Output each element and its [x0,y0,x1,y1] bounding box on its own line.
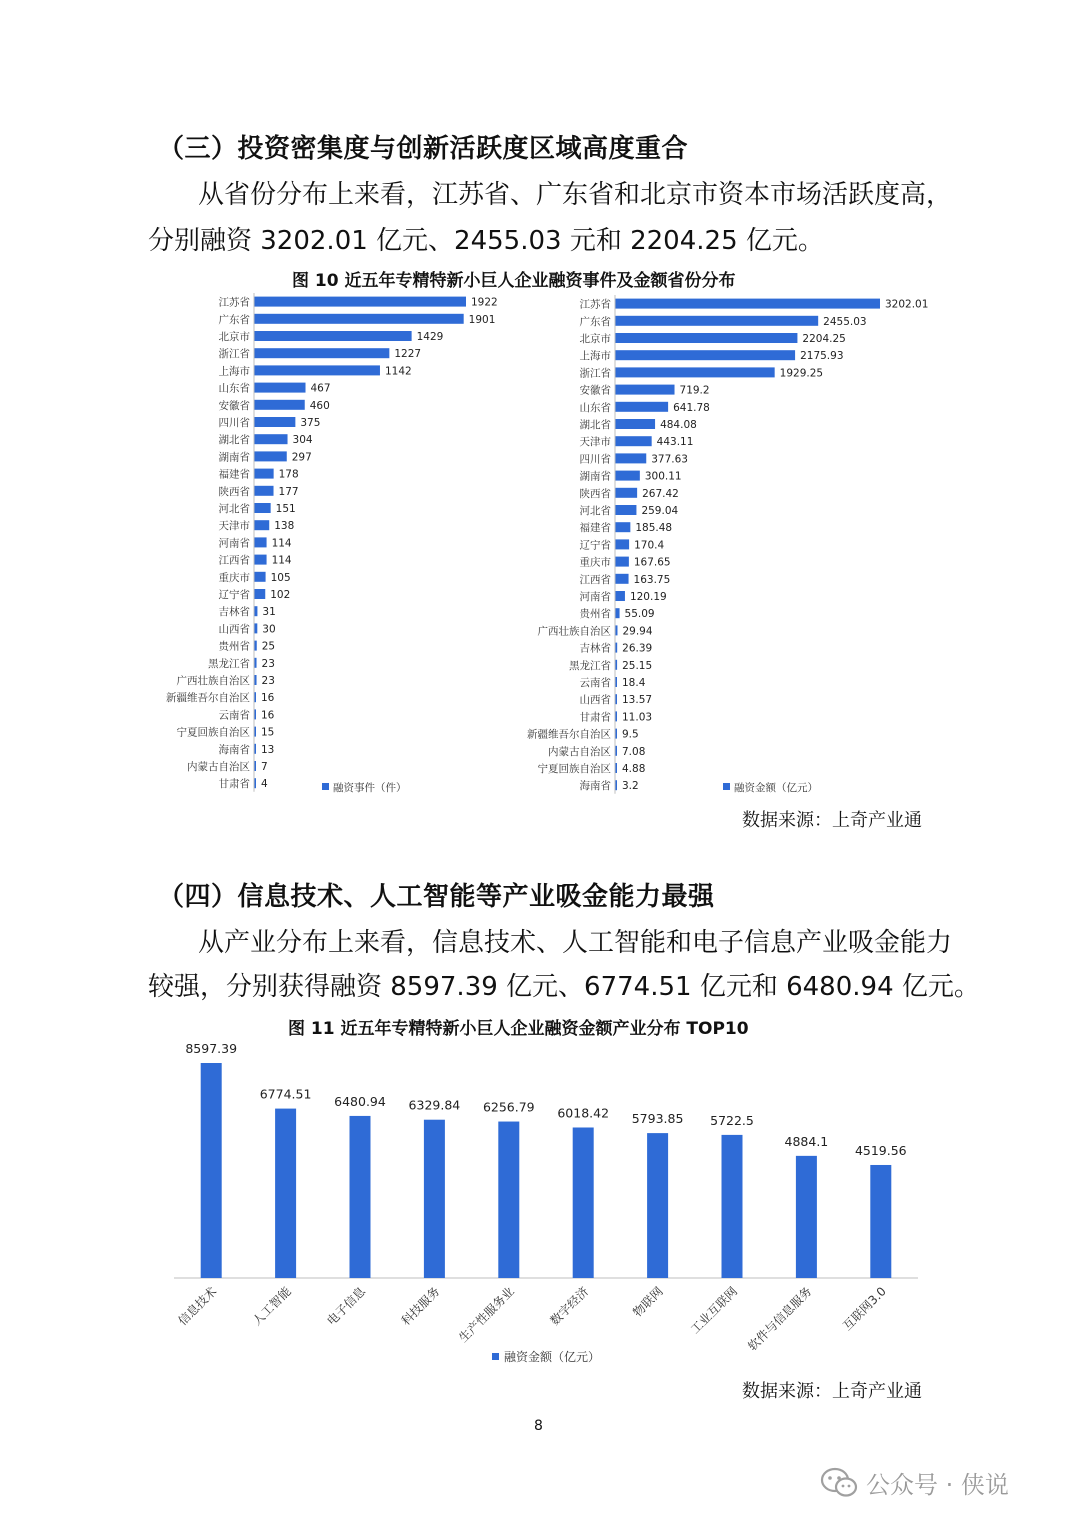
category-label: 云南省 [218,709,250,722]
page-number: 8 [534,1418,543,1434]
bar [254,555,267,565]
bar [254,486,274,496]
value-label: 5793.85 [631,1111,684,1127]
category-label: 天津市 [218,520,250,533]
category-label: 电子信息 [324,1284,369,1329]
bar [254,520,269,530]
category-label: 贵州省 [218,640,250,653]
category-label: 浙江省 [218,348,250,361]
legend-swatch [492,1353,499,1360]
bar [498,1122,519,1278]
category-label: 上海市 [579,350,611,363]
value-label: 2204.25 [802,333,846,345]
bar [254,451,287,461]
category-label: 河北省 [579,505,611,517]
chart-industry-distribution [150,1034,940,1374]
category-label: 江西省 [579,573,611,586]
bar [254,589,265,599]
value-label: 26.39 [622,642,653,655]
value-label: 11.03 [622,711,653,724]
value-label: 138 [274,520,295,533]
value-label: 3.2 [622,780,639,793]
value-label: 25 [261,640,276,653]
bar [254,606,257,616]
category-label: 甘肃省 [579,711,611,724]
bar [254,537,267,547]
value-label: 18.4 [622,677,646,689]
legend-swatch [723,783,730,790]
wechat-icon [820,1467,858,1499]
category-label: 广西壮族自治区 [176,675,250,687]
bar [615,453,646,463]
value-label: 1929.25 [779,367,824,380]
value-label: 1922 [471,296,498,309]
value-label: 7 [261,761,268,773]
bar [870,1165,891,1278]
category-label: 广东省 [579,315,611,328]
bar [615,299,880,309]
category-label: 湖南省 [218,451,250,464]
value-label: 177 [278,485,299,498]
category-label: 广东省 [218,313,250,326]
bar [615,316,818,326]
bar [722,1135,743,1278]
category-label: 软件与信息服务 [745,1284,815,1354]
bar [615,350,795,360]
value-label: 2175.93 [800,350,844,363]
value-label: 1142 [384,365,412,378]
section-heading: （四）信息技术、人工智能等产业吸金能力最强 [158,882,715,912]
value-label: 375 [300,417,321,429]
bar [796,1156,817,1278]
bar [254,503,271,513]
value-label: 4884.1 [784,1133,829,1149]
value-label: 105 [270,571,291,584]
value-label: 178 [278,468,299,481]
bar [254,348,389,358]
value-label: 1901 [468,313,496,326]
category-label: 海南省 [218,743,250,756]
category-label: 山西省 [218,623,250,636]
value-label: 31 [262,606,276,619]
value-label: 6256.79 [482,1099,535,1115]
value-label: 23 [261,675,275,687]
paragraph-line: 从产业分布上来看，信息技术、人工智能和电子信息产业吸金能力 [198,928,953,958]
category-label: 江苏省 [218,296,250,309]
value-label: 6018.42 [557,1105,610,1121]
bar [254,572,266,582]
bar [254,297,466,307]
value-label: 1429 [416,331,444,343]
legend-label: 融资金额（亿元） [504,1350,601,1364]
category-label: 吉林省 [579,642,611,655]
category-label: 山东省 [218,382,250,395]
bar [615,505,636,515]
category-label: 科技服务 [398,1284,443,1329]
category-label: 陕西省 [218,485,250,498]
bar [647,1133,668,1278]
value-label: 9.5 [622,728,639,741]
category-label: 湖北省 [579,419,611,431]
value-label: 484.08 [660,419,697,431]
category-label: 四川省 [579,453,611,466]
value-label: 719.2 [679,384,710,397]
data-source: 数据来源：上奇产业通 [742,810,922,831]
category-label: 山东省 [579,401,611,414]
bar [615,591,625,601]
value-label: 6480.94 [334,1093,386,1109]
bar [615,471,640,481]
category-label: 吉林省 [218,606,250,619]
value-label: 2455.03 [823,315,867,328]
category-label: 湖北省 [218,434,250,447]
value-label: 3202.01 [885,298,929,311]
value-label: 5722.5 [710,1112,754,1128]
paragraph-line: 较强，分别获得融资 8597.39 亿元、6774.51 亿元和 6480.94 亿元。 [148,972,980,1002]
bar [615,402,668,412]
legend-swatch [322,783,329,790]
category-label: 四川省 [218,417,250,429]
category-label: 北京市 [579,333,611,345]
value-label: 6329.84 [408,1097,461,1113]
value-label: 13.57 [622,694,653,707]
category-label: 物联网 [630,1284,666,1320]
value-label: 23 [261,657,275,670]
value-label: 4519.56 [854,1142,907,1158]
value-label: 120.19 [629,591,667,603]
value-label: 29.94 [622,625,653,638]
paragraph-line: 从省份分布上来看，江苏省、广东省和北京市资本市场活跃度高， [198,180,953,210]
value-label: 377.63 [651,453,689,466]
bar [615,557,629,567]
category-label: 甘肃省 [218,778,250,791]
value-label: 170.4 [634,539,665,552]
category-label: 广西壮族自治区 [537,625,611,638]
value-label: 55.09 [624,608,655,621]
figure-title: 图 10 近五年专精特新小巨人企业融资事件及金额省份分布 [292,271,736,291]
value-label: 163.75 [633,573,671,586]
category-label: 湖南省 [579,470,611,483]
category-label: 内蒙古自治区 [548,745,611,758]
category-label: 宁夏回族自治区 [176,726,250,739]
bar [254,383,306,393]
category-label: 天津市 [579,436,611,449]
watermark-text: 公众号 · 侠说 [866,1471,1009,1499]
category-label: 人工智能 [249,1284,294,1329]
legend-label: 融资事件（件） [333,782,407,794]
category-label: 生产性服务业 [456,1284,517,1346]
value-label: 185.48 [635,522,673,535]
bar [201,1063,222,1278]
bar [615,419,655,429]
category-label: 黑龙江省 [208,657,250,670]
watermark [820,1465,1009,1500]
chart-financing-amount [510,292,940,802]
category-label: 贵州省 [579,608,611,621]
value-label: 297 [291,451,312,464]
bar [254,331,412,341]
bar [254,469,274,479]
value-label: 7.08 [622,745,646,758]
category-label: 河北省 [218,503,250,515]
value-label: 443.11 [656,436,694,449]
paragraph-line: 分别融资 3202.01 亿元、2455.03 元和 2204.25 亿元。 [148,226,824,256]
value-label: 267.42 [642,487,679,500]
value-label: 4.88 [622,763,646,775]
bar [254,434,288,444]
category-label: 山西省 [579,694,611,707]
category-label: 上海市 [218,365,250,378]
bar [615,574,629,584]
value-label: 259.04 [641,505,679,517]
value-label: 167.65 [633,556,671,569]
value-label: 8597.39 [185,1041,238,1056]
category-label: 安徽省 [579,384,611,397]
value-label: 300.11 [644,470,682,483]
bar [275,1109,296,1278]
category-label: 宁夏回族自治区 [537,763,611,775]
category-label: 河南省 [579,591,611,603]
value-label: 15 [261,726,275,739]
category-label: 云南省 [579,677,611,689]
category-label: 新疆维吾尔自治区 [527,728,611,741]
value-label: 460 [309,399,330,412]
category-label: 辽宁省 [579,539,611,552]
bar [615,522,630,532]
category-label: 重庆市 [218,571,250,584]
value-label: 114 [271,537,292,550]
category-label: 黑龙江省 [569,659,611,672]
bar [615,436,652,446]
bar [350,1116,371,1278]
category-label: 安徽省 [218,399,250,412]
bar [254,365,380,375]
bar [615,385,675,395]
section-heading: （三）投资密集度与创新活跃度区域高度重合 [158,134,689,164]
bar [615,367,775,377]
data-source: 数据来源：上奇产业通 [742,1381,922,1402]
category-label: 数字经济 [547,1284,592,1329]
value-label: 6774.51 [259,1086,312,1102]
category-label: 河南省 [218,537,250,550]
category-label: 内蒙古自治区 [187,761,250,773]
category-label: 福建省 [579,522,611,535]
bar [615,539,629,549]
category-label: 浙江省 [579,367,611,380]
bar [254,314,464,324]
value-label: 304 [292,434,313,447]
category-label: 福建省 [218,468,250,481]
bar [615,488,637,498]
value-label: 16 [261,692,275,705]
category-label: 江西省 [218,554,250,567]
value-label: 25.15 [622,659,653,672]
bar [573,1127,594,1278]
value-label: 13 [261,743,275,756]
chart-financing-events [150,290,530,800]
value-label: 1227 [394,348,422,361]
category-label: 信息技术 [175,1284,220,1329]
value-label: 30 [262,623,276,636]
bar [254,417,295,427]
category-label: 海南省 [579,780,611,793]
category-label: 重庆市 [579,556,611,569]
bar [424,1120,445,1278]
value-label: 467 [310,382,331,395]
category-label: 辽宁省 [218,589,250,601]
value-label: 151 [275,503,296,515]
value-label: 4 [261,778,268,791]
bar [615,333,797,343]
category-label: 北京市 [218,331,250,343]
value-label: 102 [270,589,291,601]
bar [615,608,620,618]
legend-label: 融资金额（亿元） [734,782,818,794]
category-label: 陕西省 [579,487,611,500]
bar [254,400,305,410]
category-label: 新疆维吾尔自治区 [166,692,250,705]
category-label: 工业互联网 [687,1284,741,1337]
value-label: 641.78 [673,401,710,414]
figure-title: 图 11 近五年专精特新小巨人企业融资金额产业分布 TOP10 [288,1019,749,1039]
value-label: 114 [271,554,292,567]
category-label: 江苏省 [579,298,611,311]
value-label: 16 [261,709,275,722]
category-label: 互联网3.0 [840,1284,889,1334]
